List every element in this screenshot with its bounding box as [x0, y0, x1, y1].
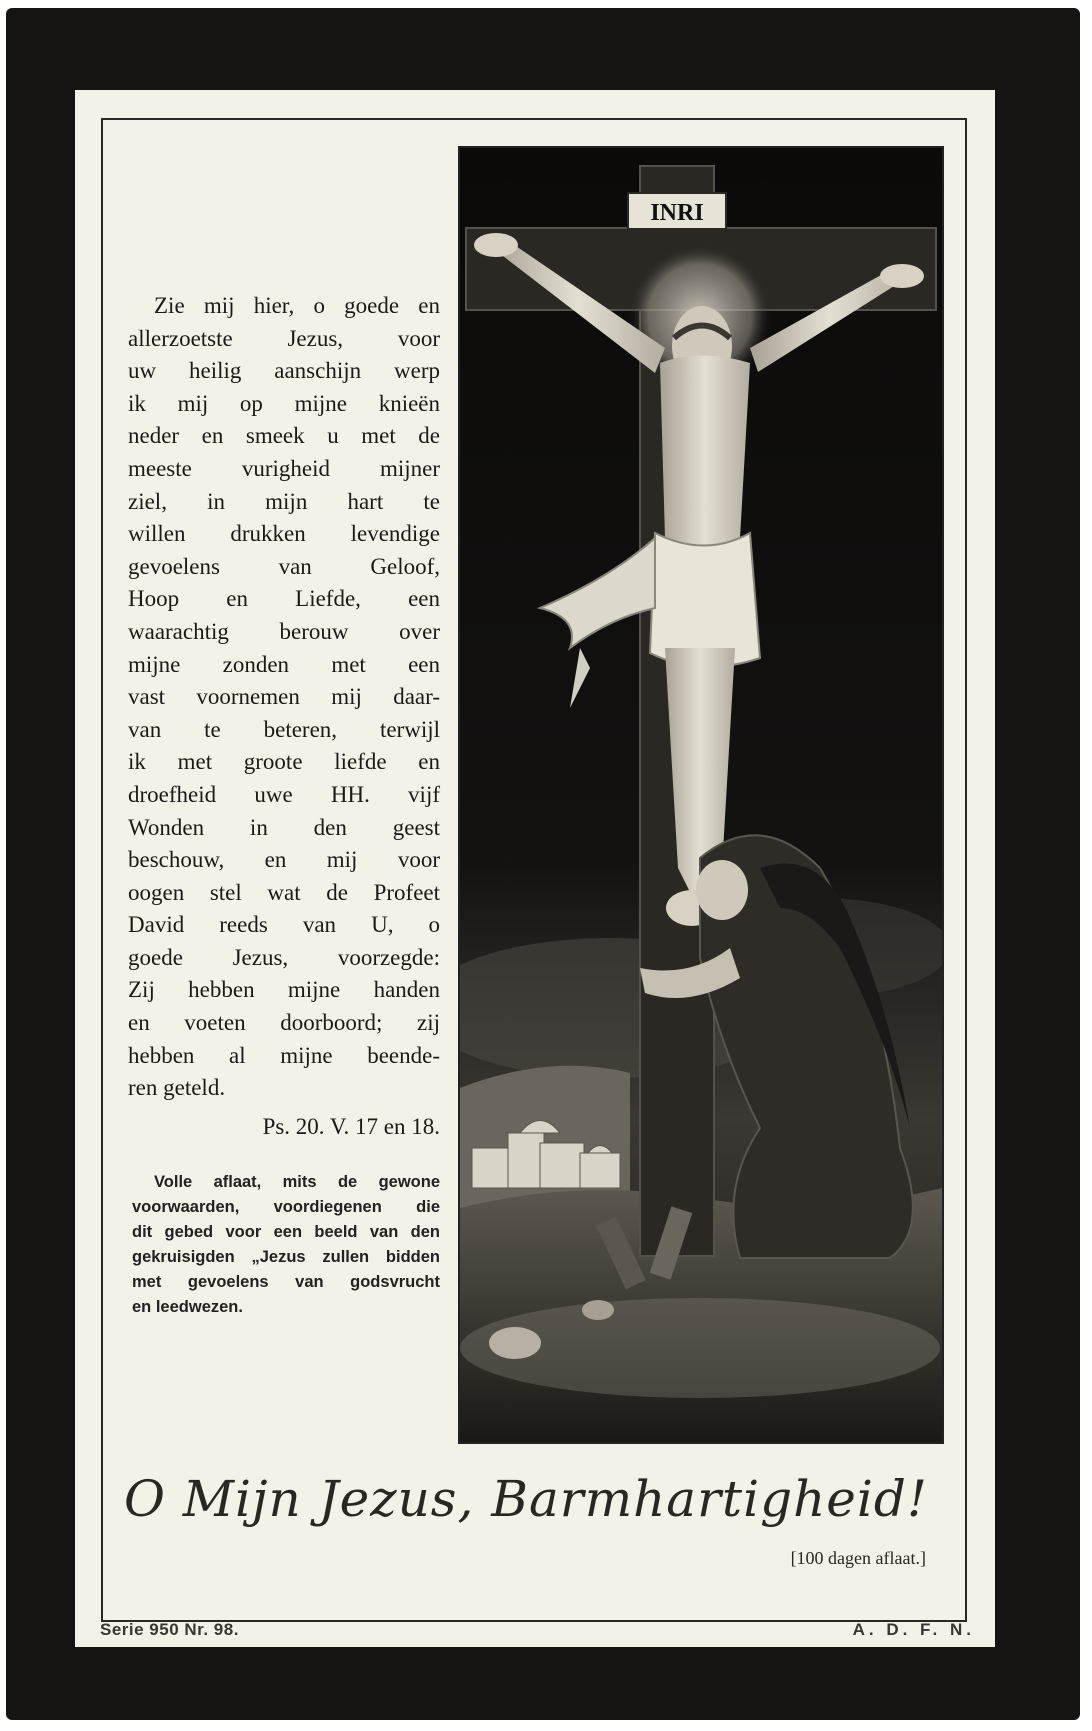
indulgence-line: Volle aflaat, mits de gewone	[154, 1173, 440, 1191]
face	[696, 860, 748, 920]
prayer-line: beschouw, en mij voor	[128, 847, 440, 873]
prayer-line: en voeten doorboord; zij	[128, 1010, 440, 1036]
prayer-line: David reeds van U, o	[128, 912, 440, 938]
stone	[582, 1300, 614, 1320]
motto: O Mijn Jezus, Barmhartigheid!	[123, 1470, 928, 1528]
indulgence-note	[132, 1170, 440, 1320]
publisher-mark: A. D. F. N.	[852, 1620, 975, 1639]
indulgence-line: en leedwezen.	[132, 1298, 243, 1316]
prayer-line: neder en smeek u met de	[128, 423, 440, 449]
prayer-line: willen drukken levendige	[128, 521, 440, 547]
prayer-line: ik mij op mijne knieën	[128, 390, 440, 416]
prayer-line: ren geteld.	[128, 1075, 226, 1101]
series-number: Serie 950 Nr. 98.	[100, 1620, 239, 1639]
prayer-line: hebben al mijne beende-	[128, 1042, 440, 1068]
prayer-line: mijne zonden met een	[128, 651, 440, 677]
motto-indulgence-note: [100 dagen aflaat.]	[790, 1548, 926, 1568]
indulgence-line: dit gebed voor een beeld van den	[132, 1223, 440, 1241]
prayer-line: gevoelens van Geloof,	[128, 553, 440, 579]
prayer-line: droefheid uwe HH. vijf	[128, 781, 440, 807]
prayer-line: Hoop en Liefde, een	[128, 586, 440, 612]
prayer-line: vast voornemen mij daar-	[128, 684, 440, 710]
crucifixion-illustration	[458, 146, 944, 1444]
prayer-line: van te beteren, terwijl	[128, 716, 440, 742]
indulgence-line: voorwaarden, voordiegenen die	[132, 1198, 440, 1216]
loincloth	[650, 533, 760, 667]
prayer-line: Zij hebben mijne handen	[128, 977, 440, 1003]
prayer-line: ziel, in mijn hart te	[128, 488, 440, 514]
indulgence-line: met gevoelens van godsvrucht	[132, 1273, 440, 1291]
left-hand	[474, 233, 518, 257]
prayer-line: Zie mij hier, o goede en	[154, 293, 440, 318]
prayer-text	[128, 290, 440, 1105]
prayer-line: Wonden in den geest	[128, 814, 440, 840]
inri-inscription: INRI	[650, 200, 704, 226]
indulgence-line: gekruisigden „Jezus zullen bidden	[132, 1248, 440, 1266]
prayer-line: uw heilig aanschijn werp	[128, 358, 440, 384]
psalm-reference: Ps. 20. V. 17 en 18.	[262, 1114, 440, 1139]
torso	[660, 356, 750, 549]
prayer-line: waarachtig berouw over	[128, 618, 440, 644]
prayer-line: ik met groote liefde en	[128, 749, 440, 775]
prayer-line: goede Jezus, voorzegde:	[128, 944, 440, 970]
prayer-line: meeste vurigheid mijner	[128, 455, 440, 481]
crucifixion-engraving	[460, 148, 942, 1442]
prayer-line: oogen stel wat de Profeet	[128, 879, 440, 905]
right-hand	[880, 264, 924, 288]
prayer-line: allerzoetste Jezus, voor	[128, 325, 440, 351]
stone	[489, 1327, 541, 1359]
